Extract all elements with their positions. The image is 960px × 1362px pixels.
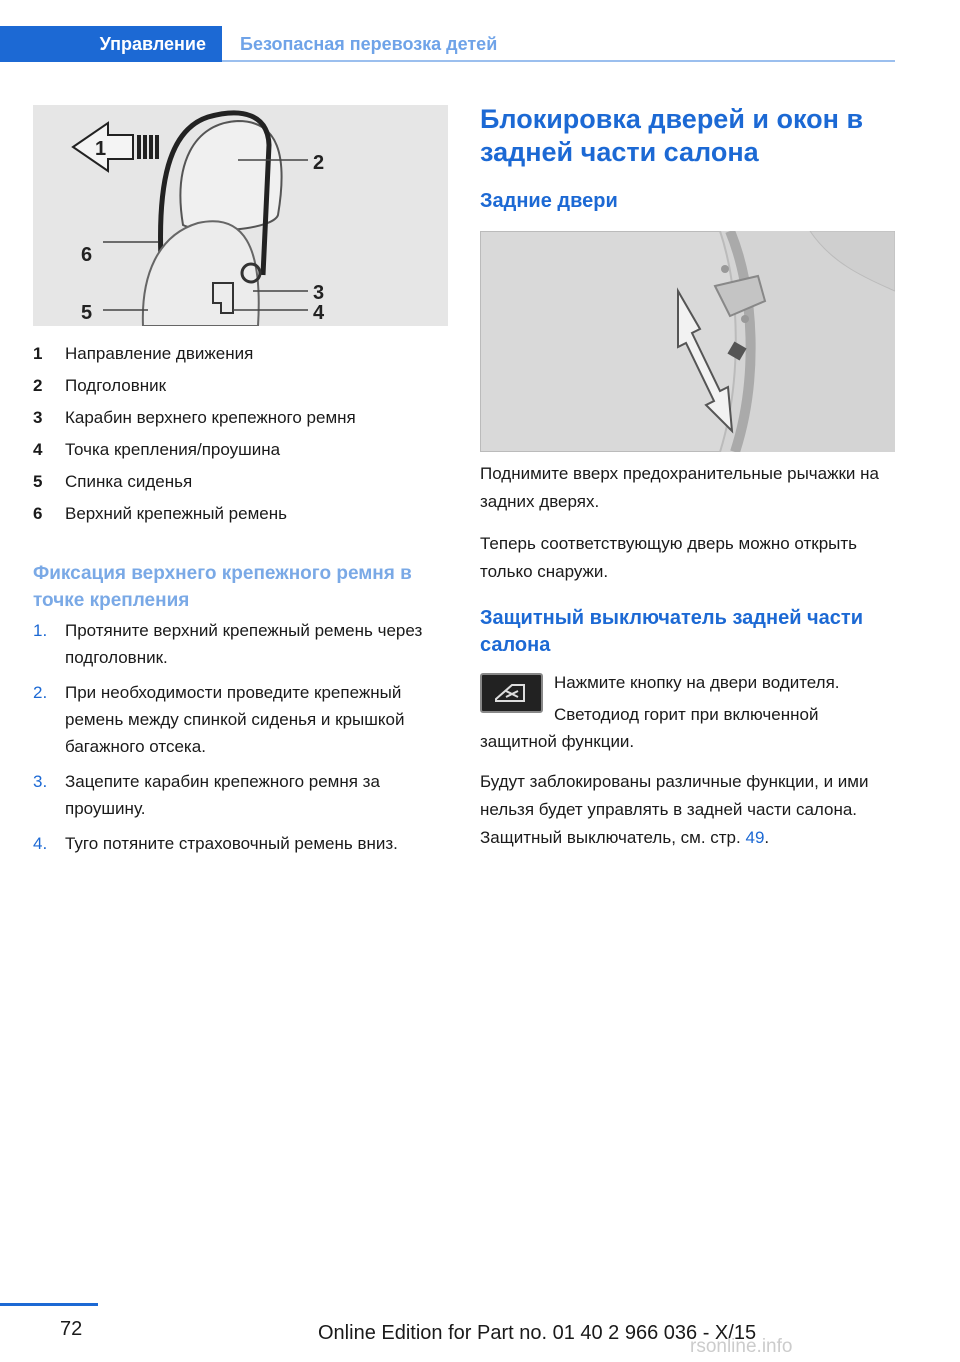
page-reference-link[interactable]: 49 — [745, 828, 765, 847]
legend-text: Направление движения — [65, 344, 254, 363]
step-number: 1. — [33, 621, 48, 640]
legend-text: Карабин верхнего крепежного ремня — [65, 408, 356, 427]
step-number: 4. — [33, 834, 48, 853]
figure-label: 5 — [81, 302, 93, 324]
section-heading: Фиксация верхнего крепежного ремня в точке крепления — [33, 563, 412, 611]
legend-number: 3 — [33, 408, 43, 427]
step-text: При необходимости проведите крепежный ремень между спинкой сиденья и крышкой багажного отсека. — [65, 683, 405, 756]
footer-divider — [0, 1303, 98, 1306]
led-description-cont: защитной функции. — [480, 732, 635, 751]
step-item — [33, 768, 443, 822]
legend-item — [33, 370, 453, 402]
legend-number: 5 — [33, 472, 43, 491]
step-text: Туго потяните страховочный ремень вниз. — [65, 834, 398, 853]
figure-label: 4 — [313, 302, 325, 324]
watermark: rsonline.info — [690, 1336, 793, 1357]
legend-number: 2 — [33, 376, 43, 395]
figure-label: 6 — [81, 244, 93, 266]
page-title: Блокировка дверей и окон в задней части салона — [480, 104, 864, 167]
legend-item — [33, 402, 453, 434]
led-description: Светодиод горит при включенной — [554, 705, 819, 724]
figure-legend — [33, 338, 453, 530]
header — [0, 26, 895, 62]
door-lock-illustration — [480, 231, 895, 452]
legend-text: Точка крепления/проушина — [65, 440, 281, 459]
edition-text: Online Edition for Part no. 01 40 2 966 036 - X/15 — [318, 1322, 757, 1344]
period: . — [764, 828, 770, 847]
legend-item — [33, 466, 453, 498]
step-number: 2. — [33, 683, 48, 702]
tether-illustration — [33, 105, 448, 326]
legend-number: 6 — [33, 504, 43, 523]
legend-item — [33, 338, 453, 370]
legend-text: Верхний крепежный ремень — [65, 504, 287, 523]
paragraph: Теперь соответствующую дверь можно открыть только снаружи. — [480, 534, 858, 581]
step-item — [33, 830, 443, 857]
paragraph — [480, 768, 895, 852]
step-number: 3. — [33, 772, 48, 791]
legend-item — [33, 434, 453, 466]
step-text: Зацепите карабин крепежного ремня за проушину. — [65, 772, 380, 818]
step-item — [33, 617, 443, 671]
instruction-steps — [33, 617, 443, 865]
step-text: Протяните верхний крепежный ремень через подголовник. — [65, 621, 423, 667]
button-instruction: Нажмите кнопку на двери водителя. — [554, 673, 840, 692]
paragraph-text: Будут заблокированы различные функции, и ими нельзя будет управлять в задней части салона. Защитный выключатель, см. стр. — [480, 772, 869, 847]
tether-drawing — [33, 105, 448, 326]
legend-item — [33, 498, 453, 530]
step-item — [33, 679, 443, 760]
figure-label: 2 — [313, 152, 325, 174]
subsection-title: Задние двери — [480, 190, 618, 212]
header-divider — [222, 60, 895, 62]
page-number: 72 — [60, 1318, 83, 1340]
paragraph: Поднимите вверх предохранительные рычажки на задних дверях. — [480, 464, 879, 511]
tab-child-safety[interactable]: Безопасная перевозка детей — [240, 33, 498, 54]
tab-controls[interactable]: Управление — [0, 26, 222, 62]
door-drawing — [480, 231, 895, 452]
legend-number: 4 — [33, 440, 43, 459]
legend-text: Подголовник — [65, 376, 167, 395]
legend-number: 1 — [33, 344, 43, 363]
figure-label: 3 — [313, 282, 325, 304]
legend-text: Спинка сиденья — [65, 472, 193, 491]
figure-label: 1 — [95, 138, 107, 160]
rear-lock-button-icon — [480, 673, 543, 713]
subsection-title: Защитный выключатель задней части салона — [480, 607, 863, 656]
